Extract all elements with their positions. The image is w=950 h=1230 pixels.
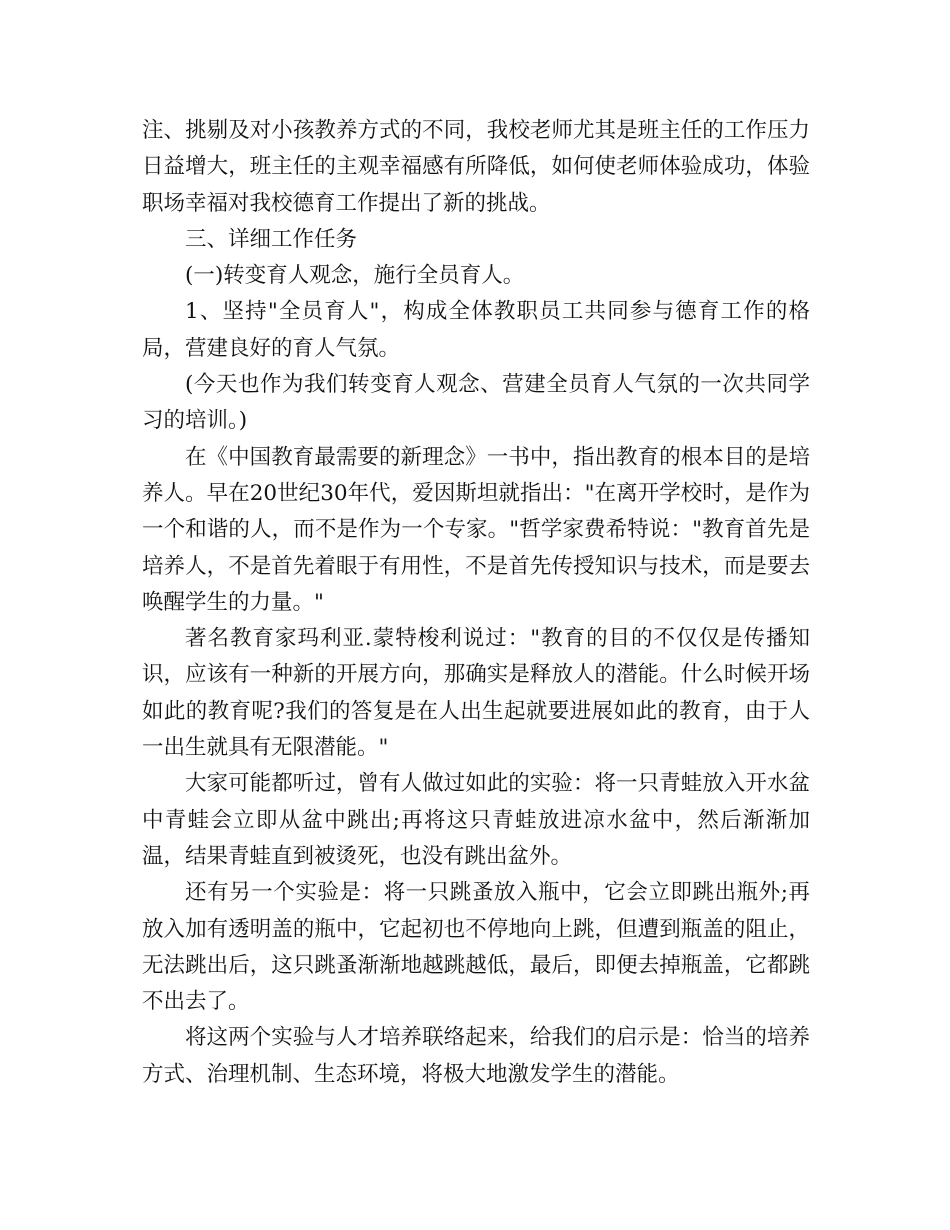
- paragraph: 在《中国教育最需要的新理念》一书中，指出教育的根本目的是培养人。早在20世纪30年代，爱因斯坦就指出："在离开学校时，是作为一个和谐的人，而不是作为一个专家。"哲学家费希特说："教育首先是培养人，不是首先着眼于有用性，不是首先传授知识与技术，而是要去唤醒学生的力量。": [142, 444, 810, 615]
- paragraph-continuation: 注、挑剔及对小孩教养方式的不同，我校老师尤其是班主任的工作压力日益增大，班主任的主观幸福感有所降低，如何使老师体验成功，体验职场幸福对我校德育工作提出了新的挑战。: [142, 118, 810, 216]
- paragraph: 还有另一个实验是：将一只跳蚤放入瓶中，它会立即跳出瓶外;再放入加有透明盖的瓶中，它起初也不停地向上跳，但遭到瓶盖的阻止，无法跳出后，这只跳蚤渐渐地越跳越低，最后，即便去掉瓶盖，它都跳不出去了。: [142, 880, 810, 1015]
- section-heading: 三、详细工作任务: [185, 226, 358, 252]
- paragraph: 大家可能都听过，曾有人做过如此的实验：将一只青蛙放入开水盆中青蛙会立即从盆中跳出;再将这只青蛙放进凉水盆中，然后渐渐加温，结果青蛙直到被烫死，也没有跳出盆外。: [142, 771, 810, 869]
- document-body: [142, 113, 810, 1093]
- paragraph: 1、坚持"全员育人"，构成全体教职员工共同参与德育工作的格局，营建良好的育人气氛。: [142, 299, 810, 361]
- paragraph: (今天也作为我们转变育人观念、营建全员育人气氛的一次共同学习的培训。): [142, 372, 810, 434]
- paragraph: 著名教育家玛利亚.蒙特梭利说过："教育的目的不仅仅是传播知识，应该有一种新的开展方向，那确实是释放人的潜能。什么时候开场如此的教育呢?我们的答复是在人出生起就要进展如此的教育，由于人一出生就具有无限潜能。": [142, 626, 810, 761]
- subsection-heading: (一)转变育人观念，施行全员育人。: [185, 263, 525, 289]
- paragraph: 将这两个实验与人才培养联络起来，给我们的启示是：恰当的培养方式、治理机制、生态环境，将极大地激发学生的潜能。: [142, 1025, 810, 1087]
